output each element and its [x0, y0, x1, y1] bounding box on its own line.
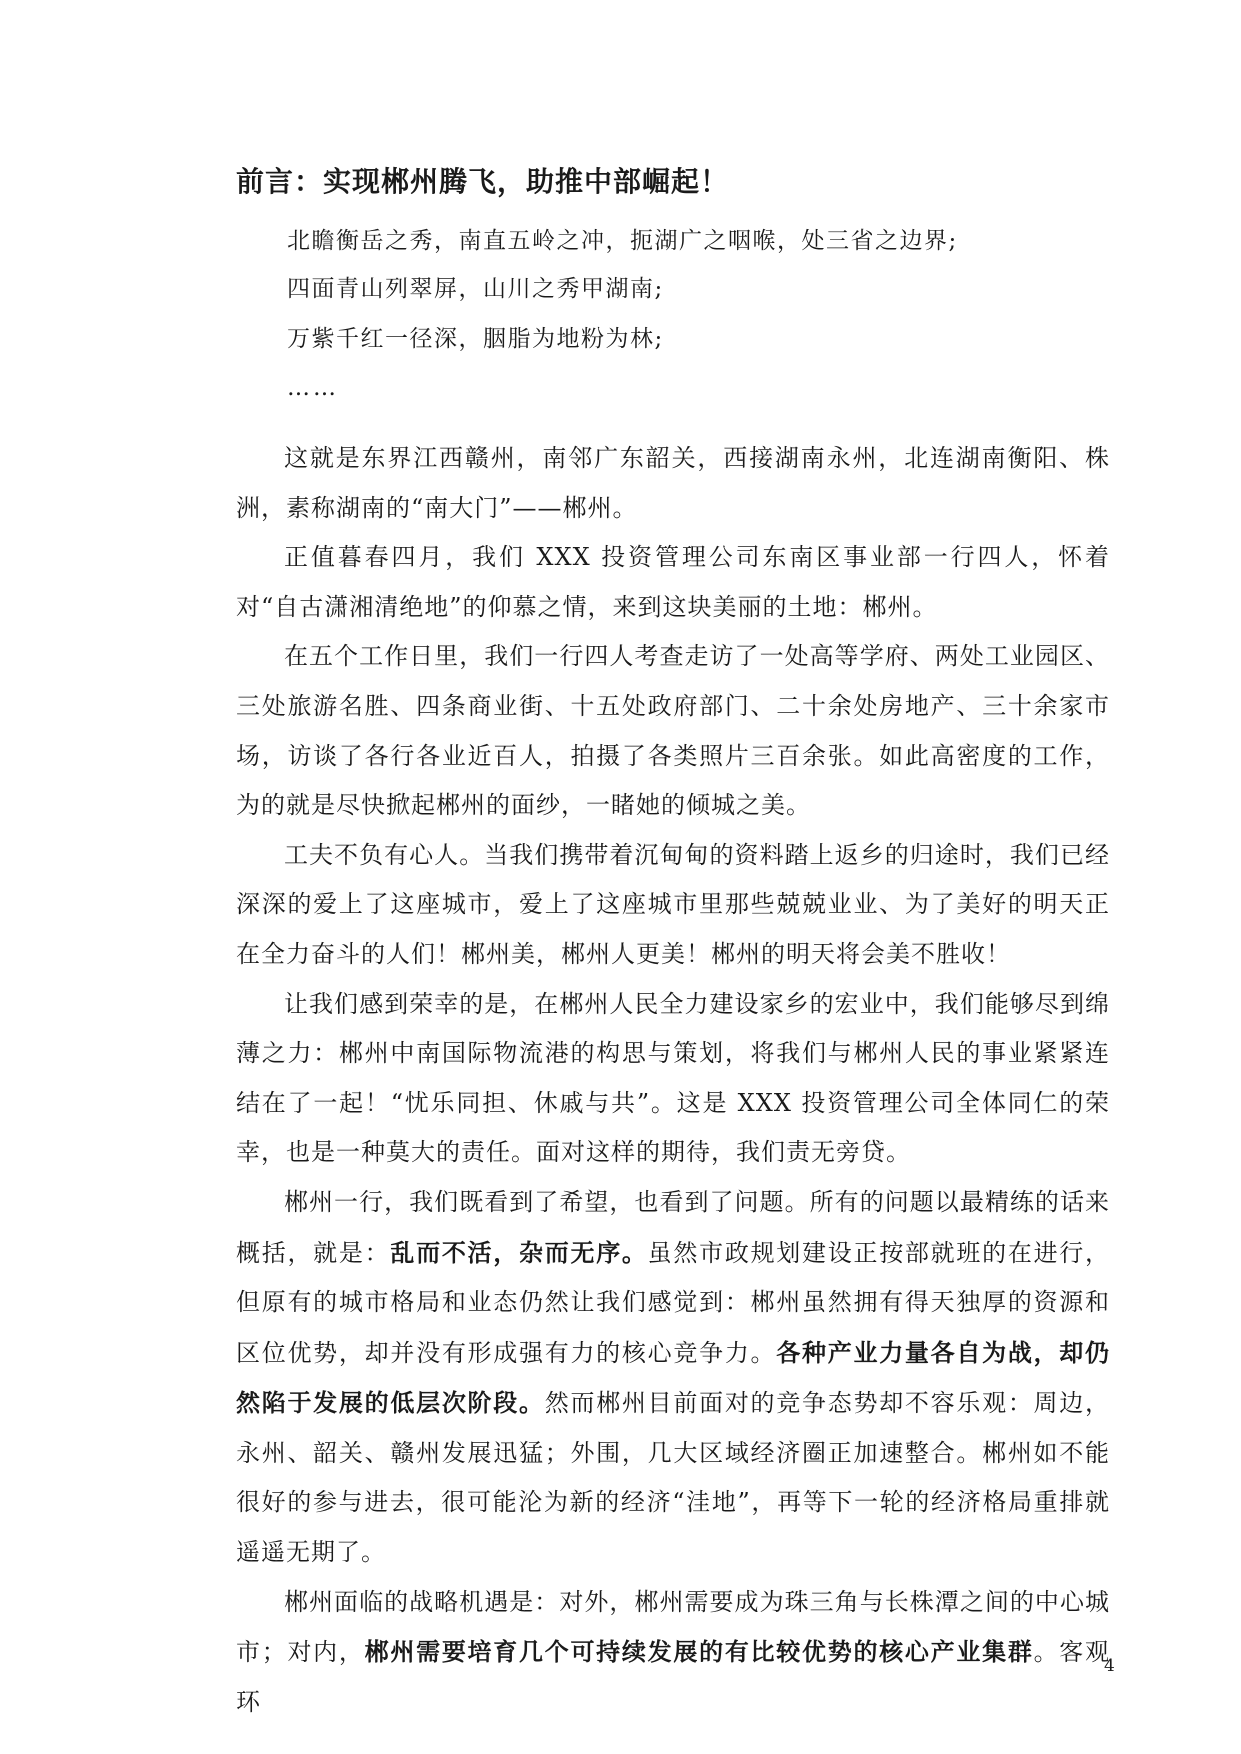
verse-line: 四面青山列翠屏，山川之秀甲湖南;: [287, 276, 664, 302]
paragraph: [236, 1178, 1110, 1578]
paragraph-text: 郴州一行，我们既看到了希望，也看到了问题。所有的问题以最精练的话来概括，就是：: [236, 1187, 1110, 1267]
paragraph-text: 。客观环: [236, 1638, 1111, 1716]
paragraph: 这就是东界江西赣州，南邻广东韶关，西接湖南永州，北连湖南衡阳、株洲，素称湖南的“南大门”——郴州。: [236, 444, 1110, 522]
paragraph-text: 虽然市政规划建设正按部就班的在进行，但原有的城市格局和业态仍然让我们感觉到：郴州虽然拥有得天独厚的资源和区位优势，却并没有形成强有力的核心竞争力。: [236, 1238, 1111, 1367]
paragraph: 让我们感到荣幸的是，在郴州人民全力建设家乡的宏业中，我们能够尽到绵薄之力：郴州中南国际物流港的构思与策划，将我们与郴州人民的事业紧紧连结在了一起！“忧乐同担、休戚与共”。这是 XXX 投资管理公司全体同仁的荣幸，也是一种莫大的责任。面对这样的期待，我们责无旁贷。: [236, 989, 1110, 1167]
paragraph-text: 郴州面临的战略机遇是：对外，郴州需要成为珠三角与长株潭之间的中心城市；对内，: [236, 1587, 1110, 1667]
paragraph-text: 然而郴州目前面对的竞争态势却不容乐观：周边，永州、韶关、赣州发展迅猛；外围，几大区域经济圈正加速整合。郴州如不能很好的参与进去，很可能沦为新的经济“洼地”，再等下一轮的经济格局重排就遥遥无期了。: [236, 1389, 1111, 1567]
emphasis-text: 乱而不活，杂而无序。: [390, 1237, 648, 1267]
body-text: [236, 434, 1110, 1727]
verse-line: 万紫千红一径深，胭脂为地粉为林;: [287, 326, 664, 352]
emphasis-text: 各种产业力量各自为战，却仍然陷于发展的低层次阶段。: [236, 1337, 1111, 1418]
paragraph: 工夫不负有心人。当我们携带着沉甸甸的资料踏上返乡的归途时，我们已经深深的爱上了这座城市，爱上了这座城市里那些兢兢业业、为了美好的明天正在全力奋斗的人们！郴州美，郴州人更美！郴州的明天将会美不胜收！: [236, 840, 1110, 968]
verse-line: 北瞻衡岳之秀，南直五岭之冲，扼湖广之咽喉，处三省之边界;: [287, 228, 958, 254]
verse-ellipsis: ……: [287, 375, 339, 401]
section-title: 前言：实现郴州腾飞，助推中部崛起！: [236, 165, 730, 198]
paragraph: 正值暮春四月，我们 XXX 投资管理公司东南区事业部一行四人，怀着对“自古潇湘清绝地”的仰慕之情，来到这块美丽的土地：郴州。: [236, 543, 1110, 621]
page-number: 4: [1104, 1656, 1115, 1676]
paragraph: 在五个工作日里，我们一行四人考查走访了一处高等学府、两处工业园区、三处旅游名胜、四条商业街、十五处政府部门、二十余处房地产、三十余家市场，访谈了各行各业近百人，拍摄了各类照片三百余张。如此高密度的工作，为的就是尽快掀起郴州的面纱，一睹她的倾城之美。: [236, 642, 1110, 820]
paragraph: [236, 1578, 1110, 1728]
emphasis-text: 郴州需要培育几个可持续发展的有比较优势的核心产业集群: [364, 1637, 1034, 1667]
